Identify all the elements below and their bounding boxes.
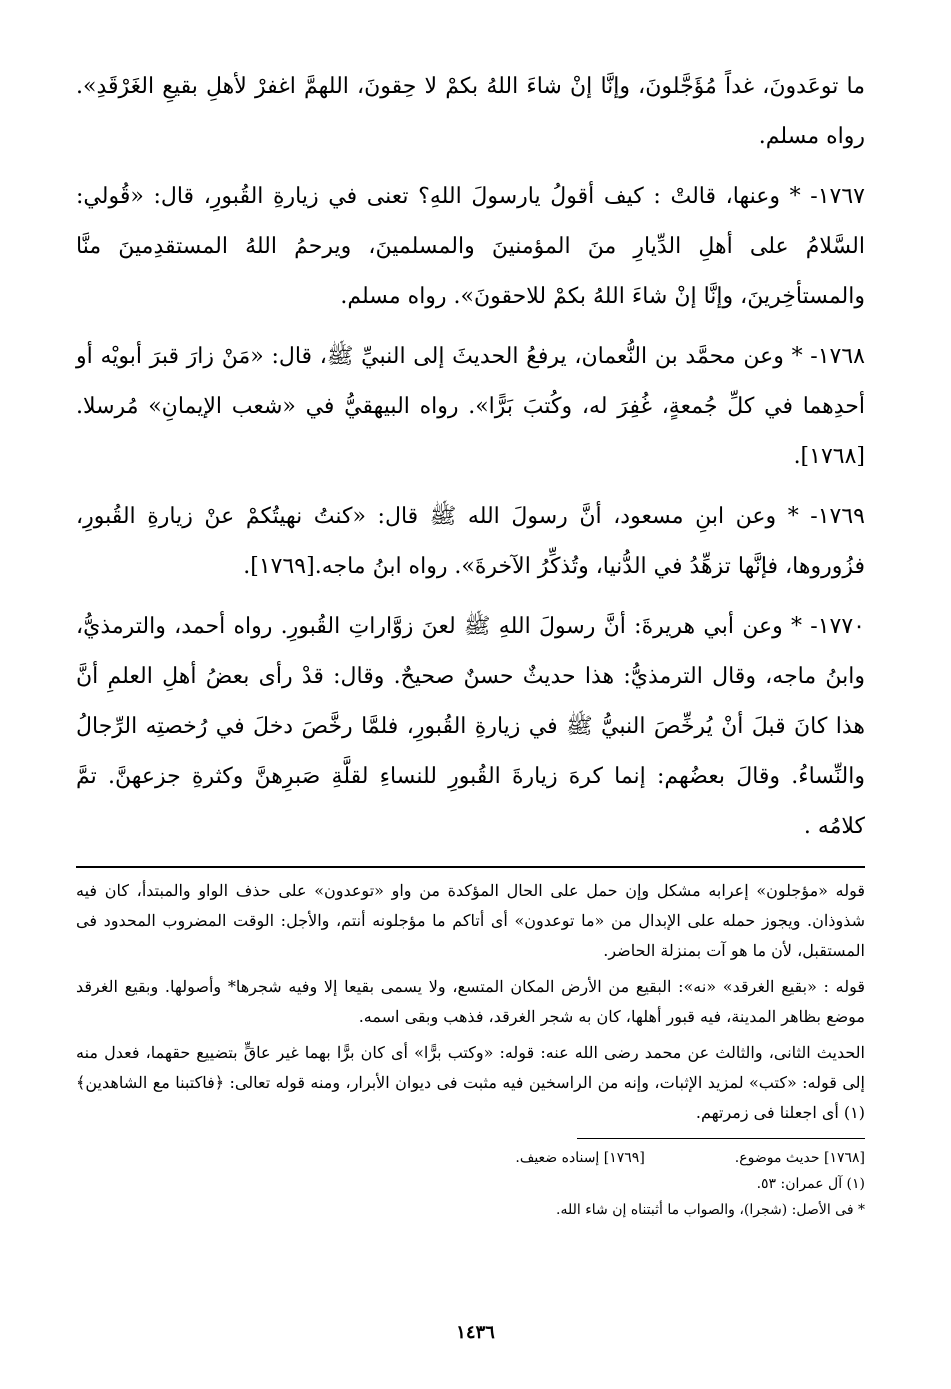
page-body <box>76 62 865 1223</box>
note-hadith-2-3: الحديث الثانى، والثالث عن محمد رضى الله عنه: قوله: «وكتب برًّا» أى كان برًّا بهما غير عاقٍّ بتضييع حقهما، فعدل منه إلى قوله: «كتب» لمزيد الإثبات، وإنه من الراسخين فيه مثبت فى ديوان الأبرار، ومنه قوله تعالى: ﴿فاكتبنا مع الشاهدين﴾(١) أى اجعلنا فى زمرتهم. <box>76 1043 865 1122</box>
grade-1769: [١٧٦٩] إسناده ضعيف. <box>515 1150 645 1166</box>
footnote-star: * فى الأصل: (شجرا)، والصواب ما أثبتناه إن شاء الله. <box>556 1202 865 1218</box>
main-text <box>76 62 865 852</box>
grade-1768: [١٧٦٨] حديث موضوع. <box>734 1150 865 1166</box>
commentary <box>76 876 865 1128</box>
commentary-divider <box>76 866 865 868</box>
footnote-divider <box>577 1138 865 1139</box>
hadith-1767: ١٧٦٧- * وعنها، قالتْ : كيف أقولُ يارسولَ اللهِ؟ تعنى في زيارةِ القُبورِ، قال: «قُولي: السَّلامُ على أهلِ الدِّيارِ منَ المؤمنينَ والمسلمينَ، ويرحمُ اللهُ المستقدِمينَ منَّا والمستأخِرينَ، وإنَّا إنْ شاءَ اللهُ بكمْ للاحقونَ». رواه مسلم. <box>76 184 865 309</box>
hadith-1769: ١٧٦٩- * وعن ابنِ مسعود، أنَّ رسولَ الله ﷺ قال: «كنتُ نهيتُكمْ عنْ زيارةِ القُبورِ، فزُوروها، فإنَّها تزهِّدُ في الدُّنيا، وتُذكِّرُ الآخرةَ». رواه ابنُ ماجه.[١٧٦٩]. <box>76 504 865 579</box>
hadith-1768: ١٧٦٨- * وعن محمَّد بن النُّعمان، يرفعُ الحديثَ إلى النبيِّ ﷺ، قال: «مَنْ زارَ قبرَ أبويْه أو أحدِهما في كلِّ جُمعةٍ، غُفِرَ له، وكُتبَ بَرًّا». رواه البيهقيُّ في «شعب الإيمانِ» مُرسلا. [١٧٦٨]. <box>76 344 865 469</box>
hadith-1770: ١٧٧٠- * وعن أبي هريرةَ: أنَّ رسولَ اللهِ ﷺ لعنَ زوَّاراتِ القُبورِ. رواه أحمد، والترمذيُّ، وابنُ ماجه، وقال الترمذيُّ: هذا حديثٌ حسنٌ صحيحٌ. وقال: قدْ رأى بعضُ أهلِ العلمِ أنَّ هذا كانَ قبلَ أنْ يُرخِّصَ النبيُّ ﷺ في زيارةِ القُبورِ، فلمَّا رخَّصَ دخلَ في رُخصتِه الرِّجالُ والنِّساءُ. وقالَ بعضُهم: إنما كرهَ زيارةَ القُبورِ للنساءِ لقلَّةِ صَبرِهنَّ وكثرةِ جزعهنَّ. تمَّ كلامُه . <box>76 614 865 839</box>
page-number: ١٤٣٦ <box>456 1322 495 1343</box>
paragraph-continuation: ما توعَدونَ، غداً مُؤَجَّلونَ، وإنَّا إنْ شاءَ اللهُ بكمْ لا حِقونَ، اللهمَّ اغفرْ لأهلِ بقيعِ الغَرْقَدِ». رواه مسلم. <box>76 74 865 149</box>
note-muajjalun: قوله «مؤجلون» إعرابه مشكل وإن حمل على الحال المؤكدة من واو «توعدون» على حذف الواو والمبتدأ، كان فيه شذوذان. ويجوز حمله على الإبدال من «ما توعدون» أى أتاكم ما مؤجلونه أنتم، والأجل: الوقت المضروب المحدود فى المستقبل، لأن ما هو آت بمنزلة الحاضر. <box>76 881 865 960</box>
footnote-1: (١) آل عمران: ٥٣. <box>756 1176 865 1192</box>
note-baqi: قوله : «بقيع الغرقد» «نه»: البقيع من الأرض المكان المتسع، ولا يسمى بقيعا إلا وفيه شجرها* وأصولها. وبقيع الغرقد موضع بظاهر المدينة، فيه قبور أهلها، كان به شجر الغرقد، فذهب وبقى اسمه. <box>76 977 865 1026</box>
footnotes <box>76 1145 865 1223</box>
